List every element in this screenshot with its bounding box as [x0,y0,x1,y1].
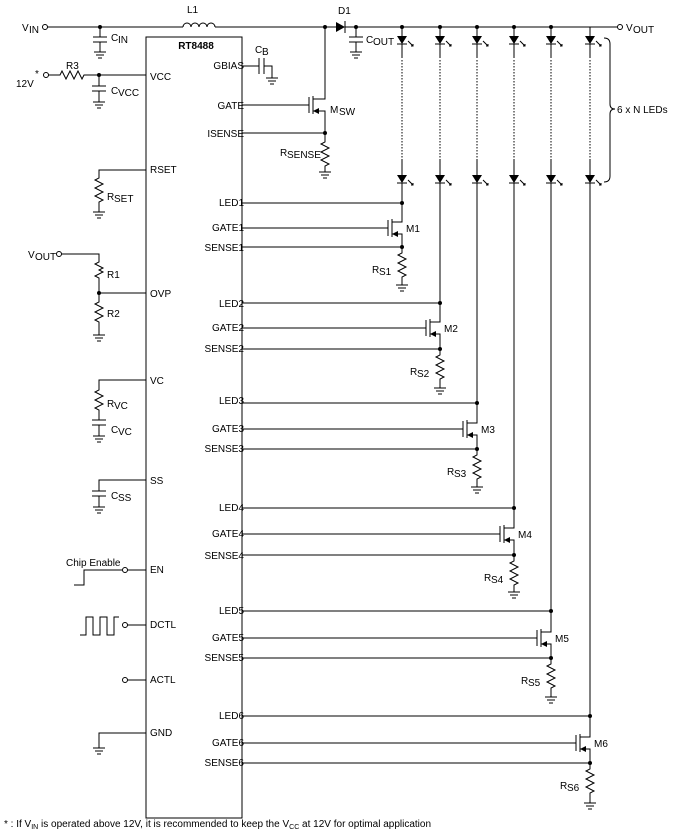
capacitor-cb [242,45,278,84]
led-bottom-3-arrow [483,180,488,185]
svg-text:SS: SS [118,493,132,504]
pin-rset: RSET [150,165,177,176]
svg-text:SENSE: SENSE [287,150,321,161]
dctl-pwm-input [80,617,146,635]
mosfet-m6 [242,716,590,763]
svg-text:R3: R3 [66,61,79,72]
led-top-1 [397,36,407,44]
svg-text:C: C [366,35,374,46]
resistor-rs3-sub: S3 [454,469,467,480]
resistor-rsense [280,133,331,178]
resistor-rs5-label: R [521,676,529,687]
svg-text:SET: SET [114,194,134,205]
svg-text:L1: L1 [187,5,199,16]
led-top-2 [435,36,445,44]
svg-text:R1: R1 [107,270,120,281]
led-bottom-2 [435,175,445,183]
svg-text:D1: D1 [338,6,351,17]
capacitor-cin [93,27,128,58]
resistor-rs3-label: R [447,467,455,478]
pin-sense1: SENSE1 [204,243,244,254]
led-top-6-arrow [596,41,601,46]
resistor-rs2-label: R [410,367,418,378]
pin-vcc: VCC [150,72,172,83]
ground-rs5 [545,697,557,703]
pin-led2: LED2 [218,299,244,310]
svg-text:R: R [280,148,288,159]
mosfet-m6-label: M6 [594,739,608,750]
ovp-divider [28,250,146,341]
mosfet-m5-arrow [541,641,547,647]
led-bottom-5 [546,175,556,183]
pin-ss: SS [150,476,164,487]
mosfet-m4-label: M4 [518,530,532,541]
resistor-rs1-label: R [372,265,380,276]
svg-text:C: C [255,45,263,56]
led-top-4 [509,36,519,44]
pin-gate6: GATE6 [211,738,244,749]
vcc-input [16,61,146,108]
mosfet-m1-arrow [392,231,398,237]
pin-gate5: GATE5 [211,633,244,644]
mosfet-m3-arrow [467,432,473,438]
vout-terminal [618,23,655,36]
pin-gate2: GATE2 [211,323,244,334]
mosfet-m6-arrow [580,746,586,752]
pin-led3: LED3 [218,396,244,407]
ground-rs1 [396,285,408,291]
svg-text:OUT: OUT [35,252,57,263]
ic-name: RT8488 [178,41,214,52]
resistor-rs6 [586,763,594,803]
footnote: * : If $V_{IN}$ is operated above 12V, it is recommended to keep the $V_{CC}$ at 12V for optimal application [4,819,432,831]
svg-text:SW: SW [339,107,356,118]
svg-text:12V: 12V [16,79,34,90]
pin-sense2: SENSE2 [204,344,244,355]
pin-sense6: SENSE6 [204,758,244,769]
led-top-3-arrow [483,41,488,46]
led-bottom-1 [397,175,407,183]
resistor-rs4 [510,555,518,592]
resistor-rs2-sub: S2 [417,369,430,380]
mosfet-m3 [242,403,477,449]
pin-gbias: GBIAS [213,61,244,72]
pin-actl: ACTL [150,675,176,686]
led-top-2-arrow [446,41,451,46]
pin-sense3: SENSE3 [204,444,244,455]
resistor-rs3 [473,449,481,487]
pin-led1: LED1 [218,198,244,209]
resistor-rs1-sub: S1 [379,267,392,278]
resistor-rs6-label: R [560,781,568,792]
svg-text:*: * [35,69,39,80]
mosfet-msw [242,27,356,133]
pin-sense5: SENSE5 [204,653,244,664]
chip-enable-input [66,558,146,585]
led-top-3 [472,36,482,44]
svg-text:Chip Enable: Chip Enable [66,558,121,569]
svg-text:VCC: VCC [118,88,140,99]
svg-text:V: V [28,250,35,261]
resistor-rs5 [547,658,555,697]
svg-text:V: V [22,23,29,34]
led-strings [242,27,608,809]
mosfet-m4-arrow [504,537,510,543]
resistor-rset [93,170,146,218]
pin-gnd: GND [150,728,173,739]
led-bottom-1-arrow [408,180,413,185]
capacitor-cout [349,27,394,58]
mosfet-m2 [242,303,440,349]
mosfet-m5-label: M5 [555,634,569,645]
pin-ovp: OVP [150,289,172,300]
svg-text:IN: IN [118,35,128,46]
svg-text:R2: R2 [107,309,120,320]
mosfet-m4 [242,508,514,555]
svg-text:C: C [111,491,119,502]
pin-dctl: DCTL [150,620,177,631]
ground-rs4 [508,592,520,598]
vc-compensation [92,380,146,442]
mosfet-m2-arrow [430,331,436,337]
led-bottom-2-arrow [446,180,451,185]
svg-text:VC: VC [118,427,132,438]
pin-sense4: SENSE4 [204,551,244,562]
led-bottom-6-arrow [596,180,601,185]
svg-text:B: B [262,47,269,58]
svg-text:OUT: OUT [633,25,655,36]
pin-gate: GATE [217,101,244,112]
resistor-rs4-sub: S4 [491,575,504,586]
resistor-rs4-label: R [484,573,492,584]
led-top-6 [585,36,595,44]
inductor-l1 [183,23,215,27]
ground-rs2 [434,388,446,394]
resistor-rs2 [436,349,444,388]
pin-led5: LED5 [218,606,244,617]
pin-vc: VC [150,376,164,387]
svg-text:VC: VC [114,401,128,412]
ground-pin [93,733,146,754]
pin-led6: LED6 [218,711,244,722]
resistor-rs5-sub: S5 [528,678,541,689]
resistor-rs1 [398,247,406,285]
svg-text:M: M [330,105,339,116]
mosfet-m2-label: M2 [444,324,458,335]
pin-gate3: GATE3 [211,424,244,435]
mosfet-m1-label: M1 [406,224,420,235]
ground-rs6 [584,803,596,809]
pin-gate4: GATE4 [211,529,244,540]
capacitor-css [92,480,146,513]
pin-isense: ISENSE [207,129,244,140]
led-bottom-6 [585,175,595,183]
svg-text:OUT: OUT [373,37,395,48]
resistor-rs6-sub: S6 [567,783,580,794]
led-top-5-arrow [557,41,562,46]
svg-text:R: R [107,399,115,410]
led-top-4-arrow [520,41,525,46]
led-bottom-4-arrow [520,180,525,185]
pin-en: EN [150,565,164,576]
diode-d1 [336,6,351,33]
led-top-1-arrow [408,41,413,46]
led-bottom-3 [472,175,482,183]
svg-text:R: R [107,192,115,203]
mosfet-m3-label: M3 [481,425,495,436]
pin-gate1: GATE1 [211,223,244,234]
svg-text:6 x N LEDs: 6 x N LEDs [617,105,668,116]
led-top-5 [546,36,556,44]
svg-text:C: C [111,86,119,97]
pin-led4: LED4 [218,503,244,514]
ground-rs3 [471,487,483,493]
led-brace [604,38,668,182]
svg-text:C: C [111,33,119,44]
mosfet-m1 [242,203,402,247]
vin-terminal [22,23,48,36]
actl-input [123,678,147,683]
led-bottom-4 [509,175,519,183]
mosfet-m5 [242,611,551,658]
svg-text:IN: IN [29,25,39,36]
svg-text:C: C [111,425,119,436]
svg-text:V: V [626,23,633,34]
led-bottom-5-arrow [557,180,562,185]
